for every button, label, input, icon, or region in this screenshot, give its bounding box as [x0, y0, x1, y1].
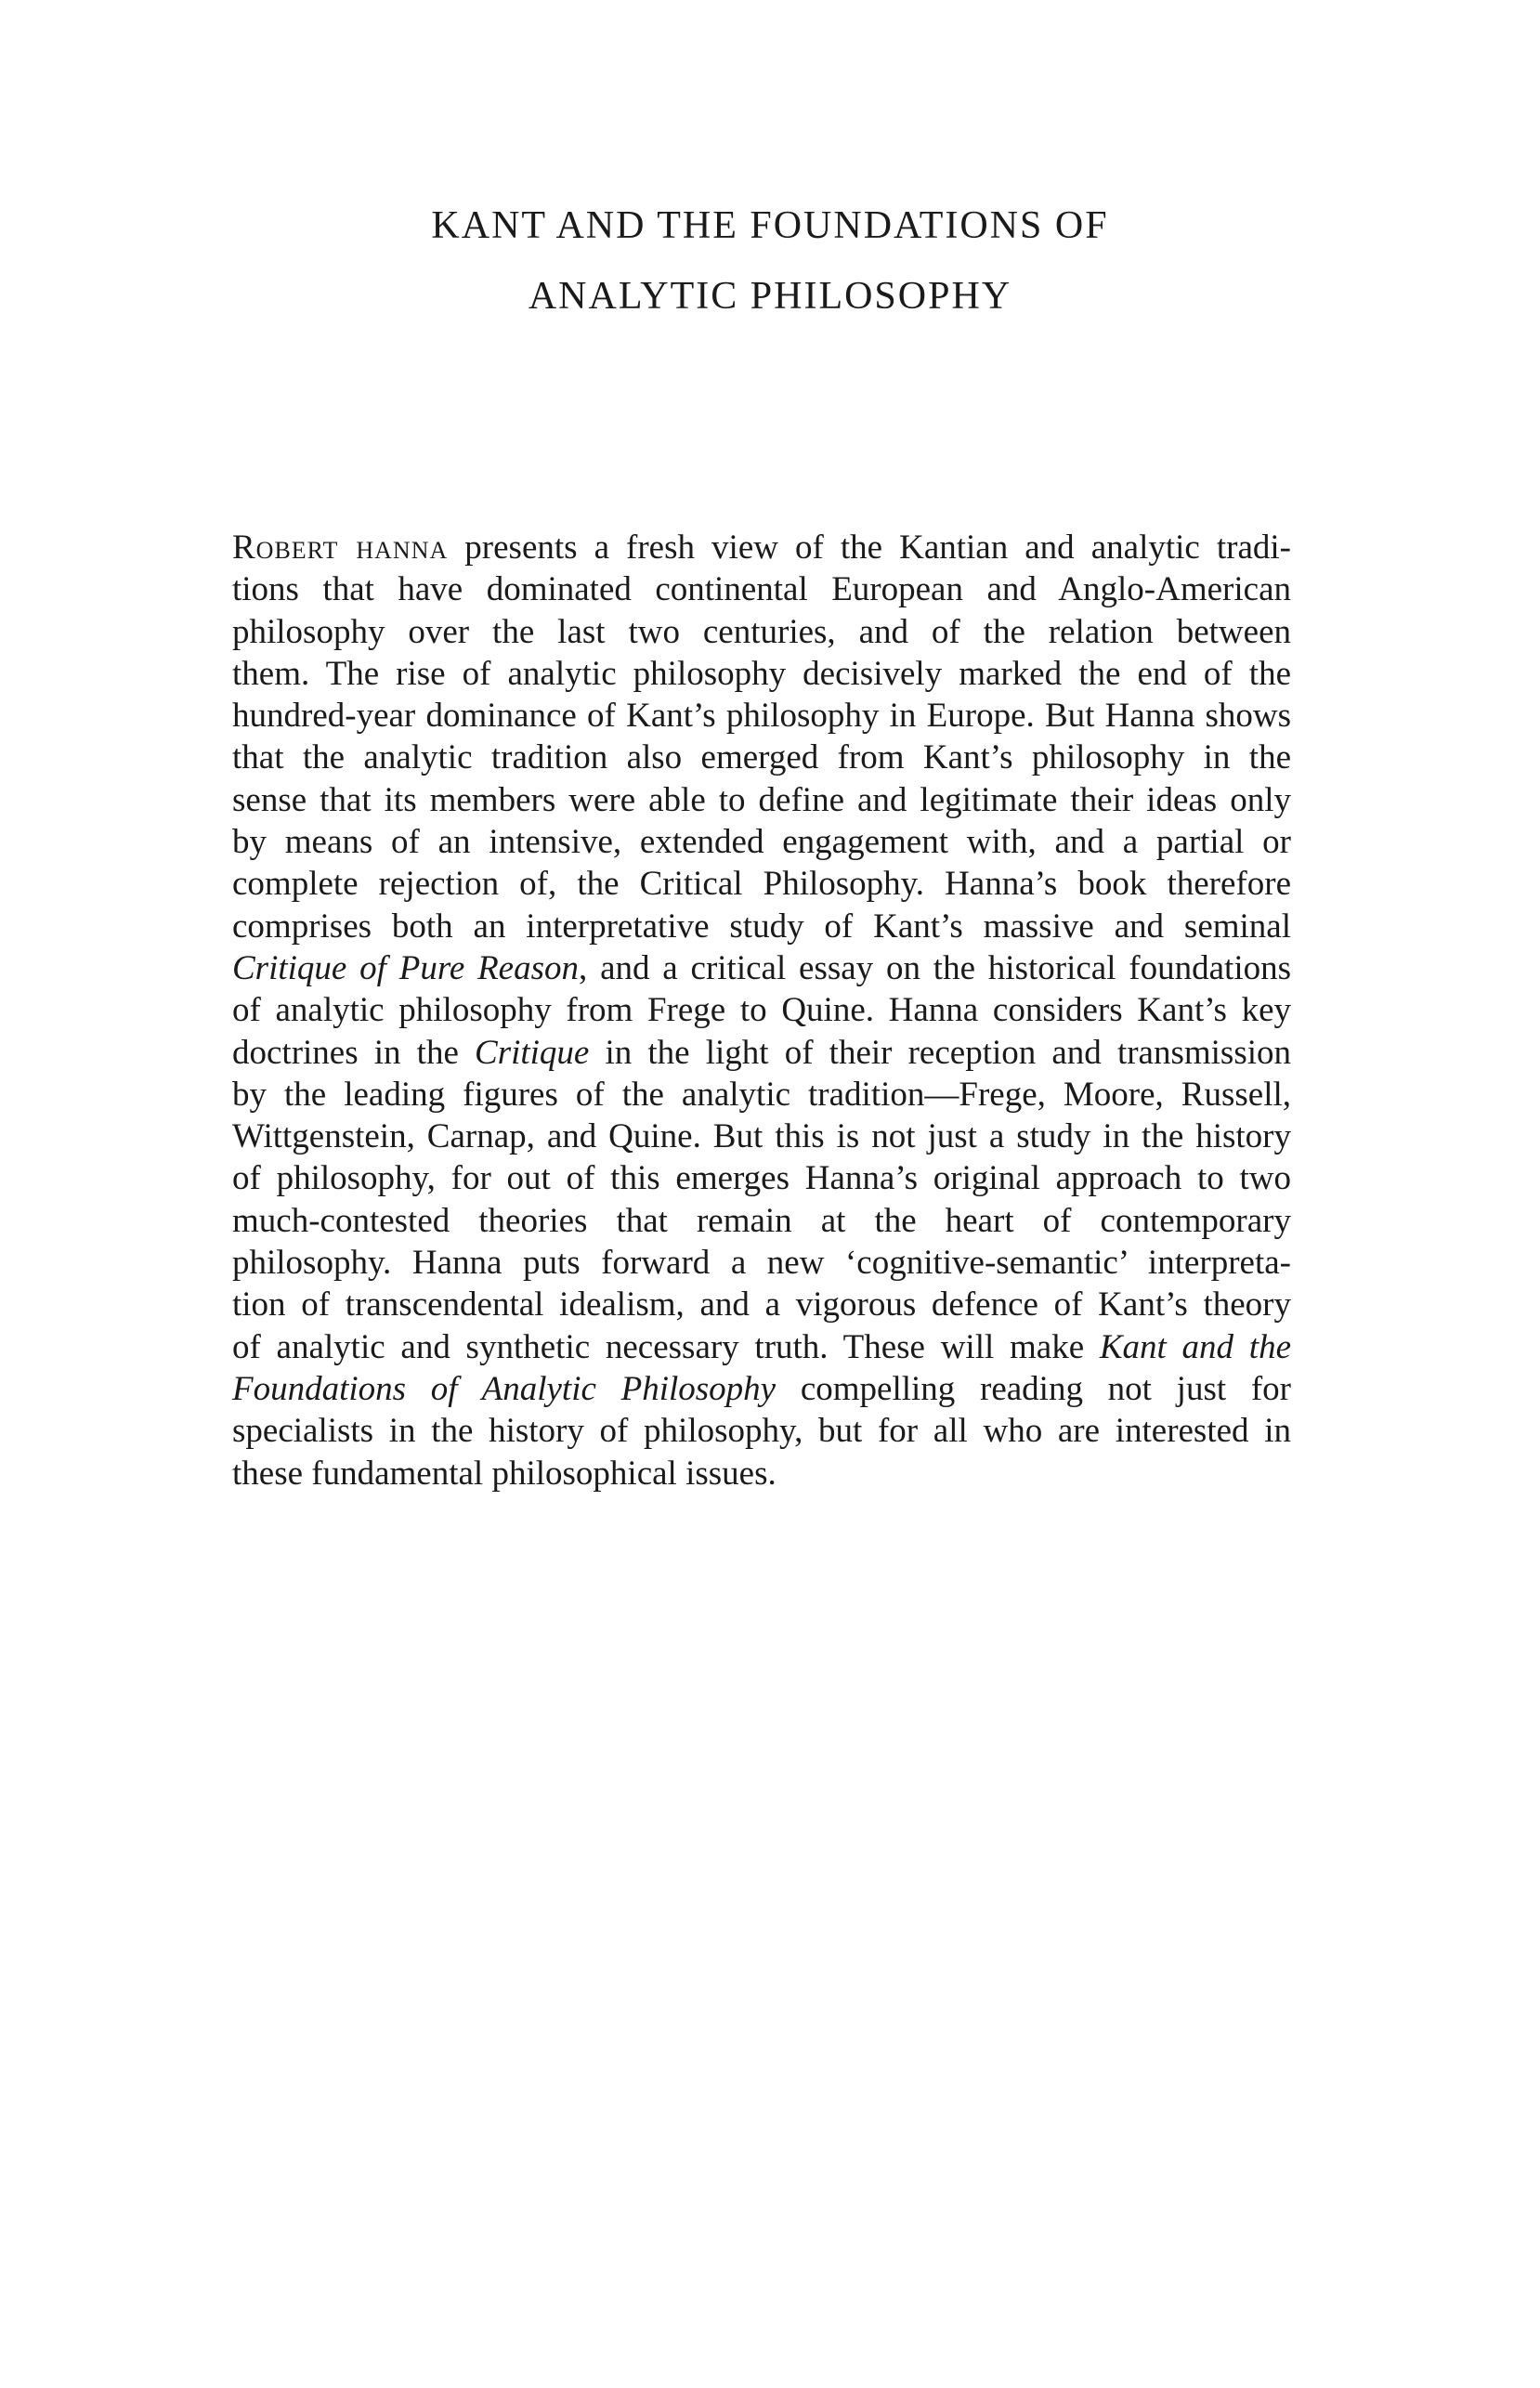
book-title-italic-part-1: Kant and the — [1099, 1327, 1291, 1366]
description-line: of analytic and synthetic necessary truth. These will make Kant and the — [232, 1327, 1291, 1366]
description-line: sense that its members were able to define and legitimate their ideas only — [232, 780, 1291, 819]
book-description — [232, 527, 1291, 1494]
description-line: Robert hanna presents a fresh view of the Kantian and analytic tradi- — [232, 528, 1291, 567]
description-line: that the analytic tradition also emerged from Kant’s philosophy in the — [232, 738, 1291, 777]
description-line: specialists in the history of philosophy, but for all who are interested in — [232, 1412, 1291, 1451]
work-title-critique-of-pure-reason: Critique of Pure Reason — [232, 948, 580, 987]
book-title-line-2: ANALYTIC PHILOSOPHY — [528, 275, 1012, 318]
author-name: Robert hanna — [232, 528, 449, 567]
description-line: them. The rise of analytic philosophy decisively marked the end of the — [232, 654, 1291, 693]
description-line: hundred-year dominance of Kant’s philosophy in Europe. But Hanna shows — [232, 697, 1291, 736]
description-line: of philosophy, for out of this emerges Hanna’s original approach to two — [232, 1159, 1291, 1198]
book-title-italic-part-2: Foundations of Analytic Philosophy — [232, 1369, 777, 1408]
description-line: Critique of Pure Reason, and a critical essay on the historical foundations — [232, 948, 1291, 987]
description-line: tions that have dominated continental European and Anglo-American — [232, 570, 1291, 609]
book-title-line-1: KANT AND THE FOUNDATIONS OF — [431, 204, 1109, 247]
description-line: Wittgenstein, Carnap, and Quine. But this is not just a study in the history — [232, 1117, 1291, 1156]
description-line: by the leading figures of the analytic tradition—Frege, Moore, Russell, — [232, 1075, 1291, 1114]
work-title-critique: Critique — [475, 1033, 590, 1072]
description-line: these fundamental philosophical issues. — [232, 1454, 777, 1493]
description-line: much-contested theories that remain at the heart of contemporary — [232, 1201, 1291, 1240]
description-line: philosophy. Hanna puts forward a new ‘cognitive-semantic’ interpreta- — [232, 1244, 1291, 1283]
description-line: tion of transcendental idealism, and a vigorous defence of Kant’s theory — [232, 1285, 1291, 1324]
description-line: of analytic philosophy from Frege to Quine. Hanna considers Kant’s key — [232, 991, 1291, 1030]
description-line: comprises both an interpretative study of Kant’s massive and seminal — [232, 907, 1291, 946]
description-line: doctrines in the Critique in the light of their reception and transmission — [232, 1033, 1292, 1072]
description-line: philosophy over the last two centuries, and of the relation between — [232, 612, 1291, 651]
description-line: by means of an intensive, extended engagement with, and a partial or — [232, 823, 1291, 862]
description-line: complete rejection of, the Critical Philosophy. Hanna’s book therefore — [232, 865, 1291, 904]
description-line: Foundations of Analytic Philosophy compelling reading not just for — [232, 1369, 1291, 1408]
